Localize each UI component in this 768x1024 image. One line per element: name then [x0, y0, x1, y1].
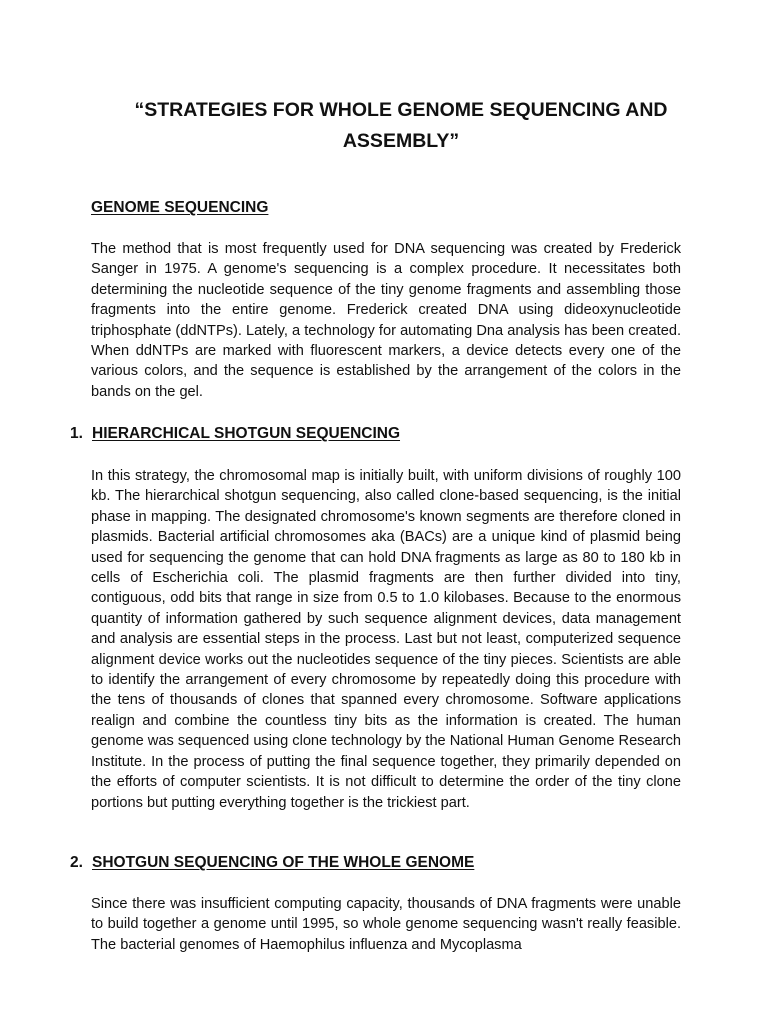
section-number: 1.	[70, 425, 83, 442]
section-heading-whole-genome-shotgun	[70, 853, 474, 873]
section-heading-label: HIERARCHICAL SHOTGUN SEQUENCING	[92, 425, 401, 442]
section-heading-hierarchical-shotgun	[70, 424, 400, 444]
section-heading-label: SHOTGUN SEQUENCING OF THE WHOLE GENOME	[92, 854, 475, 871]
section-number: 2.	[70, 854, 83, 871]
document-title: “STRATEGIES FOR WHOLE GENOME SEQUENCING AND ASSEMBLY”	[134, 99, 668, 152]
section-paragraph-hierarchical-shotgun: In this strategy, the chromosomal map is initially built, with uniform divisions of roughly 100 kb. The hierarchical shotgun sequencing, also called clone-based sequencing, is the initial phase in mapping. The designated chromosome's known segments are therefore cloned in plasmids. Bacterial artificial chromosomes aka (BACs) are a unique kind of plasmid being used for sequencing the genome that can hold DNA fragments as large as 80 to 180 kb in cells of Escherichia coli. The plasmid fragments are then further divided into tiny, contiguous, odd bits that range in size from 0.5 to 1.0 kilobases. Because to the enormous quantity of information gathered by such sequence alignment devices, data management and analysis are essential steps in the process. Last but not least, computerized sequence alignment device works out the nucleotides sequence of the tiny pieces. Scientists are able to identify the arrangement of every chromosome by repeatedly doing this procedure with the tens of thousands of clones that spanned every chromosome. Software applications realign and combine the countless tiny bits as the information is created. The human genome was sequenced using clone technology by the National Human Genome Research Institute. In the process of putting the final sequence together, they primarily depended on the efforts of computer scientists. It is not difficult to determine the order of the tiny clone portions but putting everything together is the trickiest part.	[91, 468, 681, 811]
section-heading-genome-sequencing	[91, 198, 268, 218]
section-paragraph-genome-sequencing: The method that is most frequently used for DNA sequencing was created by Frederick Sanger in 1975. A genome's sequencing is a complex procedure. It necessitates both determining the nucleotide sequence of the tiny genome fragments and assembling those fragments into the entire genome. Frederick created DNA using dideoxynucleotide triphosphate (ddNTPs). Lately, a technology for automating Dna analysis has been created. When ddNTPs are marked with fluorescent markers, a device detects every one of the various colors, and the sequence is established by the arrangement of the colors in the bands on the gel.	[91, 241, 681, 400]
section-paragraph-whole-genome-shotgun: Since there was insufficient computing capacity, thousands of DNA fragments were unable to build together a genome until 1995, so whole genome sequencing wasn't really feasible. The bacterial genomes of Haemophilus influenza and Mycoplasma	[91, 896, 681, 953]
section-heading-label: GENOME SEQUENCING	[91, 199, 269, 216]
